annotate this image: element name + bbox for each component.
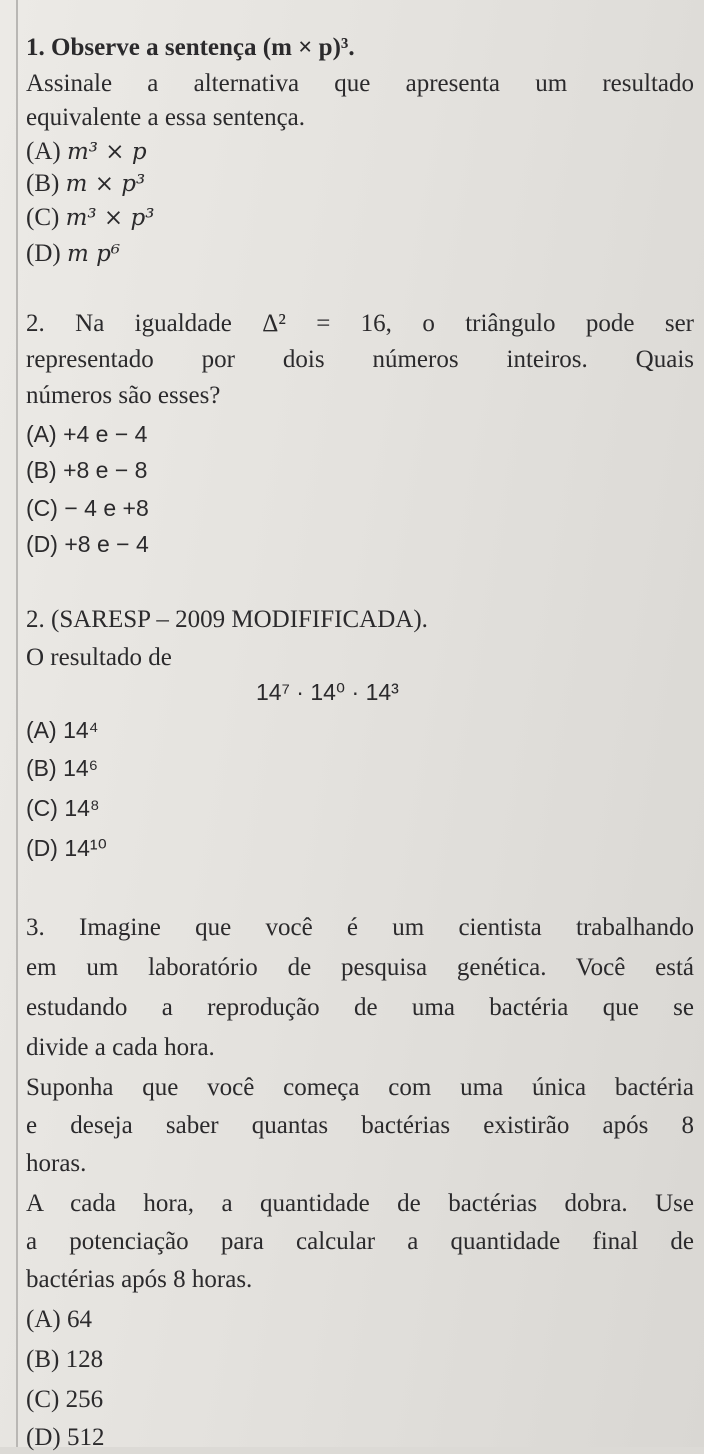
- q1-option-c: (C) m³ × p³: [26, 204, 155, 231]
- q4-text-line: divide a cada hora.: [26, 1034, 215, 1061]
- q2-text-line: 2. Na igualdade Δ² = 16, o triângulo pode ser: [26, 310, 694, 337]
- q3-intro: O resultado de: [26, 644, 172, 671]
- q4-text-line: 3. Imagine que você é um cientista trabalhando: [26, 914, 694, 941]
- q3-option-d: (D) 14¹⁰: [26, 835, 107, 861]
- q2-text-line: representado por dois números inteiros. Quais: [26, 346, 694, 373]
- q1-option-d: (D) m p⁶: [26, 240, 121, 267]
- q2-text-line: números são esses?: [26, 382, 221, 409]
- q1-option-a: (A) m³ × p: [26, 138, 147, 165]
- q4-text-line: estudando a reprodução de uma bactéria que se: [26, 994, 694, 1021]
- q3-option-b: (B) 14⁶: [26, 755, 99, 781]
- margin-line: [16, 0, 18, 1447]
- q4-text-line: Suponha que você começa com uma única bactéria: [26, 1074, 694, 1101]
- q4-text-line: e deseja saber quantas bactérias existirão após 8: [26, 1112, 694, 1139]
- q4-option-a: (A) 64: [26, 1306, 92, 1333]
- q1-title: 1. Observe a sentença (m × p)³.: [26, 34, 355, 61]
- q1-option-b: (B) m × p³: [26, 170, 146, 197]
- q4-text-line: A cada hora, a quantidade de bactérias dobra. Use: [26, 1190, 694, 1217]
- q4-text-line: bactérias após 8 horas.: [26, 1266, 253, 1293]
- q1-text-line: Assinale a alternativa que apresenta um resultado: [26, 70, 694, 97]
- q3-title: 2. (SARESP – 2009 MODIFIFICADA).: [26, 606, 428, 633]
- q3-option-a: (A) 14⁴: [26, 717, 99, 743]
- q4-text-line: a potenciação para calcular a quantidade final de: [26, 1228, 694, 1255]
- q2-option-a: (A) +4 e − 4: [26, 421, 148, 447]
- q2-option-b: (B) +8 e − 8: [26, 457, 148, 483]
- q2-option-c: (C) − 4 e +8: [26, 495, 149, 521]
- q4-text-line: em um laboratório de pesquisa genética. Você está: [26, 954, 694, 981]
- q3-expression: 14⁷ · 14⁰ · 14³: [256, 679, 399, 705]
- q4-option-c: (C) 256: [26, 1386, 104, 1413]
- q2-option-d: (D) +8 e − 4: [26, 531, 149, 557]
- q1-text-line: equivalente a essa sentença.: [26, 104, 306, 131]
- q4-text-line: horas.: [26, 1150, 87, 1177]
- q3-option-c: (C) 14⁸: [26, 795, 100, 821]
- q4-option-b: (B) 128: [26, 1346, 104, 1373]
- q4-option-d: (D) 512: [26, 1424, 105, 1451]
